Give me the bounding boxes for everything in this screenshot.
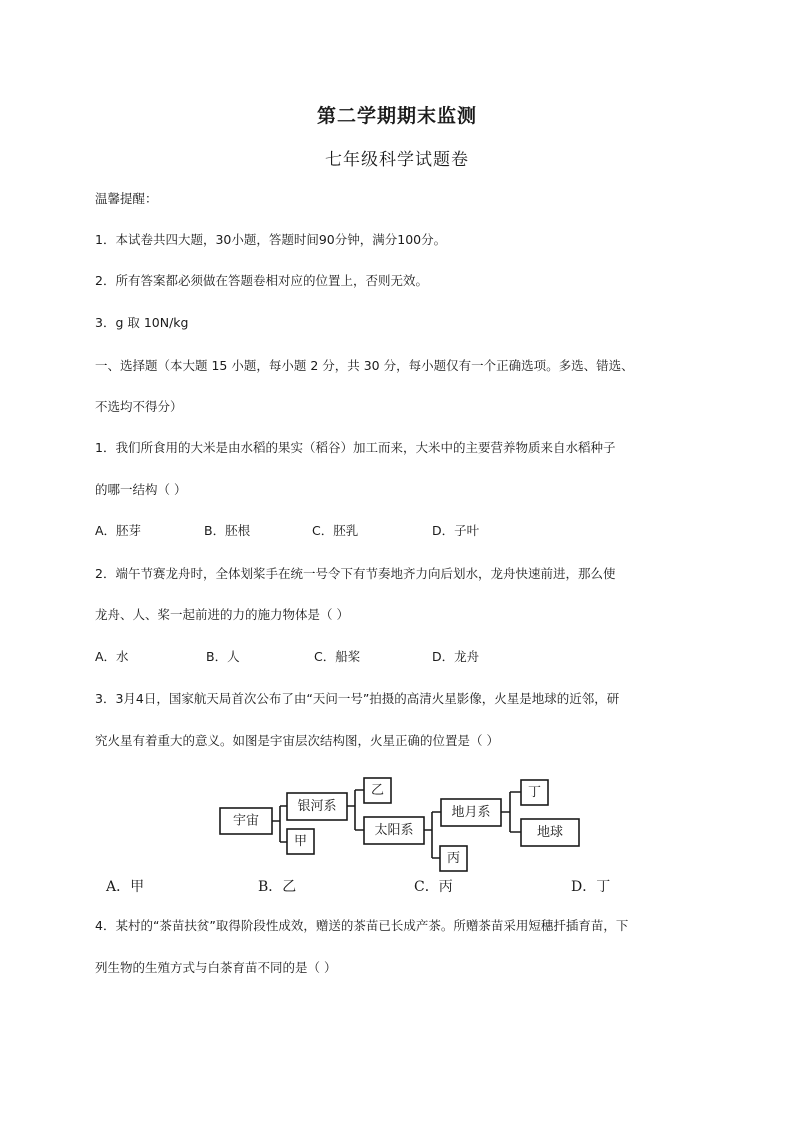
note-item-1: 1．本试卷共四大题，30小题，答题时间90分钟，满分100分。 xyxy=(95,232,447,247)
label-bing: 丙 xyxy=(446,851,461,866)
section1-heading-line1: 一、选择题（本大题 15 小题，每小题 2 分，共 30 分，每小题仅有一个正确选项。多选、错选、 xyxy=(95,358,634,373)
question-3-line2: 究火星有着重大的意义。如图是宇宙层次结构图，火星正确的位置是（ ） xyxy=(95,733,499,748)
question-3-option-b: B．乙 xyxy=(258,879,297,895)
question-3-option-a: A．甲 xyxy=(106,879,145,895)
page-subtitle: 七年级科学试题卷 xyxy=(325,150,469,170)
question-2-line2: 龙舟、人、桨一起前进的力的施力物体是（ ） xyxy=(95,607,349,622)
section1-heading-line2: 不选均不得分） xyxy=(95,399,183,414)
question-4-line1: 4．某村的“茶苗扶贫”取得阶段性成效，赠送的茶苗已长成产茶。所赠茶苗采用短穗扦插育苗，下 xyxy=(95,918,629,933)
question-1-line1: 1．我们所食用的大米是由水稻的果实（稻谷）加工而来，大米中的主要营养物质来自水稻种子 xyxy=(95,440,616,455)
question-1-option-d: D．子叶 xyxy=(432,523,480,538)
label-universe: 宇宙 xyxy=(232,813,260,829)
question-2-option-a: A．水 xyxy=(95,649,129,664)
note-item-3: 3．g 取 10N/kg xyxy=(95,315,189,330)
question-3-option-d: D．丁 xyxy=(571,879,611,895)
label-galaxy: 银河系 xyxy=(297,799,337,814)
connector-solar xyxy=(424,812,441,858)
question-2-option-b: B．人 xyxy=(206,649,240,664)
question-2-line1: 2．端午节赛龙舟时，全体划桨手在统一号令下有节奏地齐力向后划水，龙舟快速前进，那么使 xyxy=(95,566,616,581)
label-earth: 地球 xyxy=(536,825,564,840)
label-ding: 丁 xyxy=(527,785,542,800)
question-3-option-c: C．丙 xyxy=(414,879,453,895)
note-item-2: 2．所有答案都必须做在答题卷相对应的位置上，否则无效。 xyxy=(95,273,428,288)
connector-universe xyxy=(272,806,287,842)
notes-heading: 温馨提醒： xyxy=(95,191,158,206)
question-1-option-b: B．胚根 xyxy=(204,523,251,538)
question-1-option-c: C．胚乳 xyxy=(312,523,359,538)
question-3-line1: 3．3月4日，国家航天局首次公布了由“天问一号”拍摄的高清火星影像，火星是地球的近邻，研 xyxy=(95,691,620,706)
question-1-option-a: A．胚芽 xyxy=(95,523,142,538)
label-earth-moon: 地月系 xyxy=(451,805,491,820)
page-title: 第二学期期末监测 xyxy=(316,105,477,127)
question-1-line2: 的哪一结构（ ） xyxy=(95,482,187,497)
question-2-option-c: C．船桨 xyxy=(314,649,361,664)
connector-galaxy xyxy=(347,790,364,830)
connector-earth-moon xyxy=(501,792,521,832)
label-yi: 乙 xyxy=(370,783,385,798)
question-4-line2: 列生物的生殖方式与白茶育苗不同的是（ ） xyxy=(95,960,337,975)
label-jia: 甲 xyxy=(293,834,308,849)
label-solar: 太阳系 xyxy=(374,823,414,838)
question-2-option-d: D．龙舟 xyxy=(432,649,480,664)
